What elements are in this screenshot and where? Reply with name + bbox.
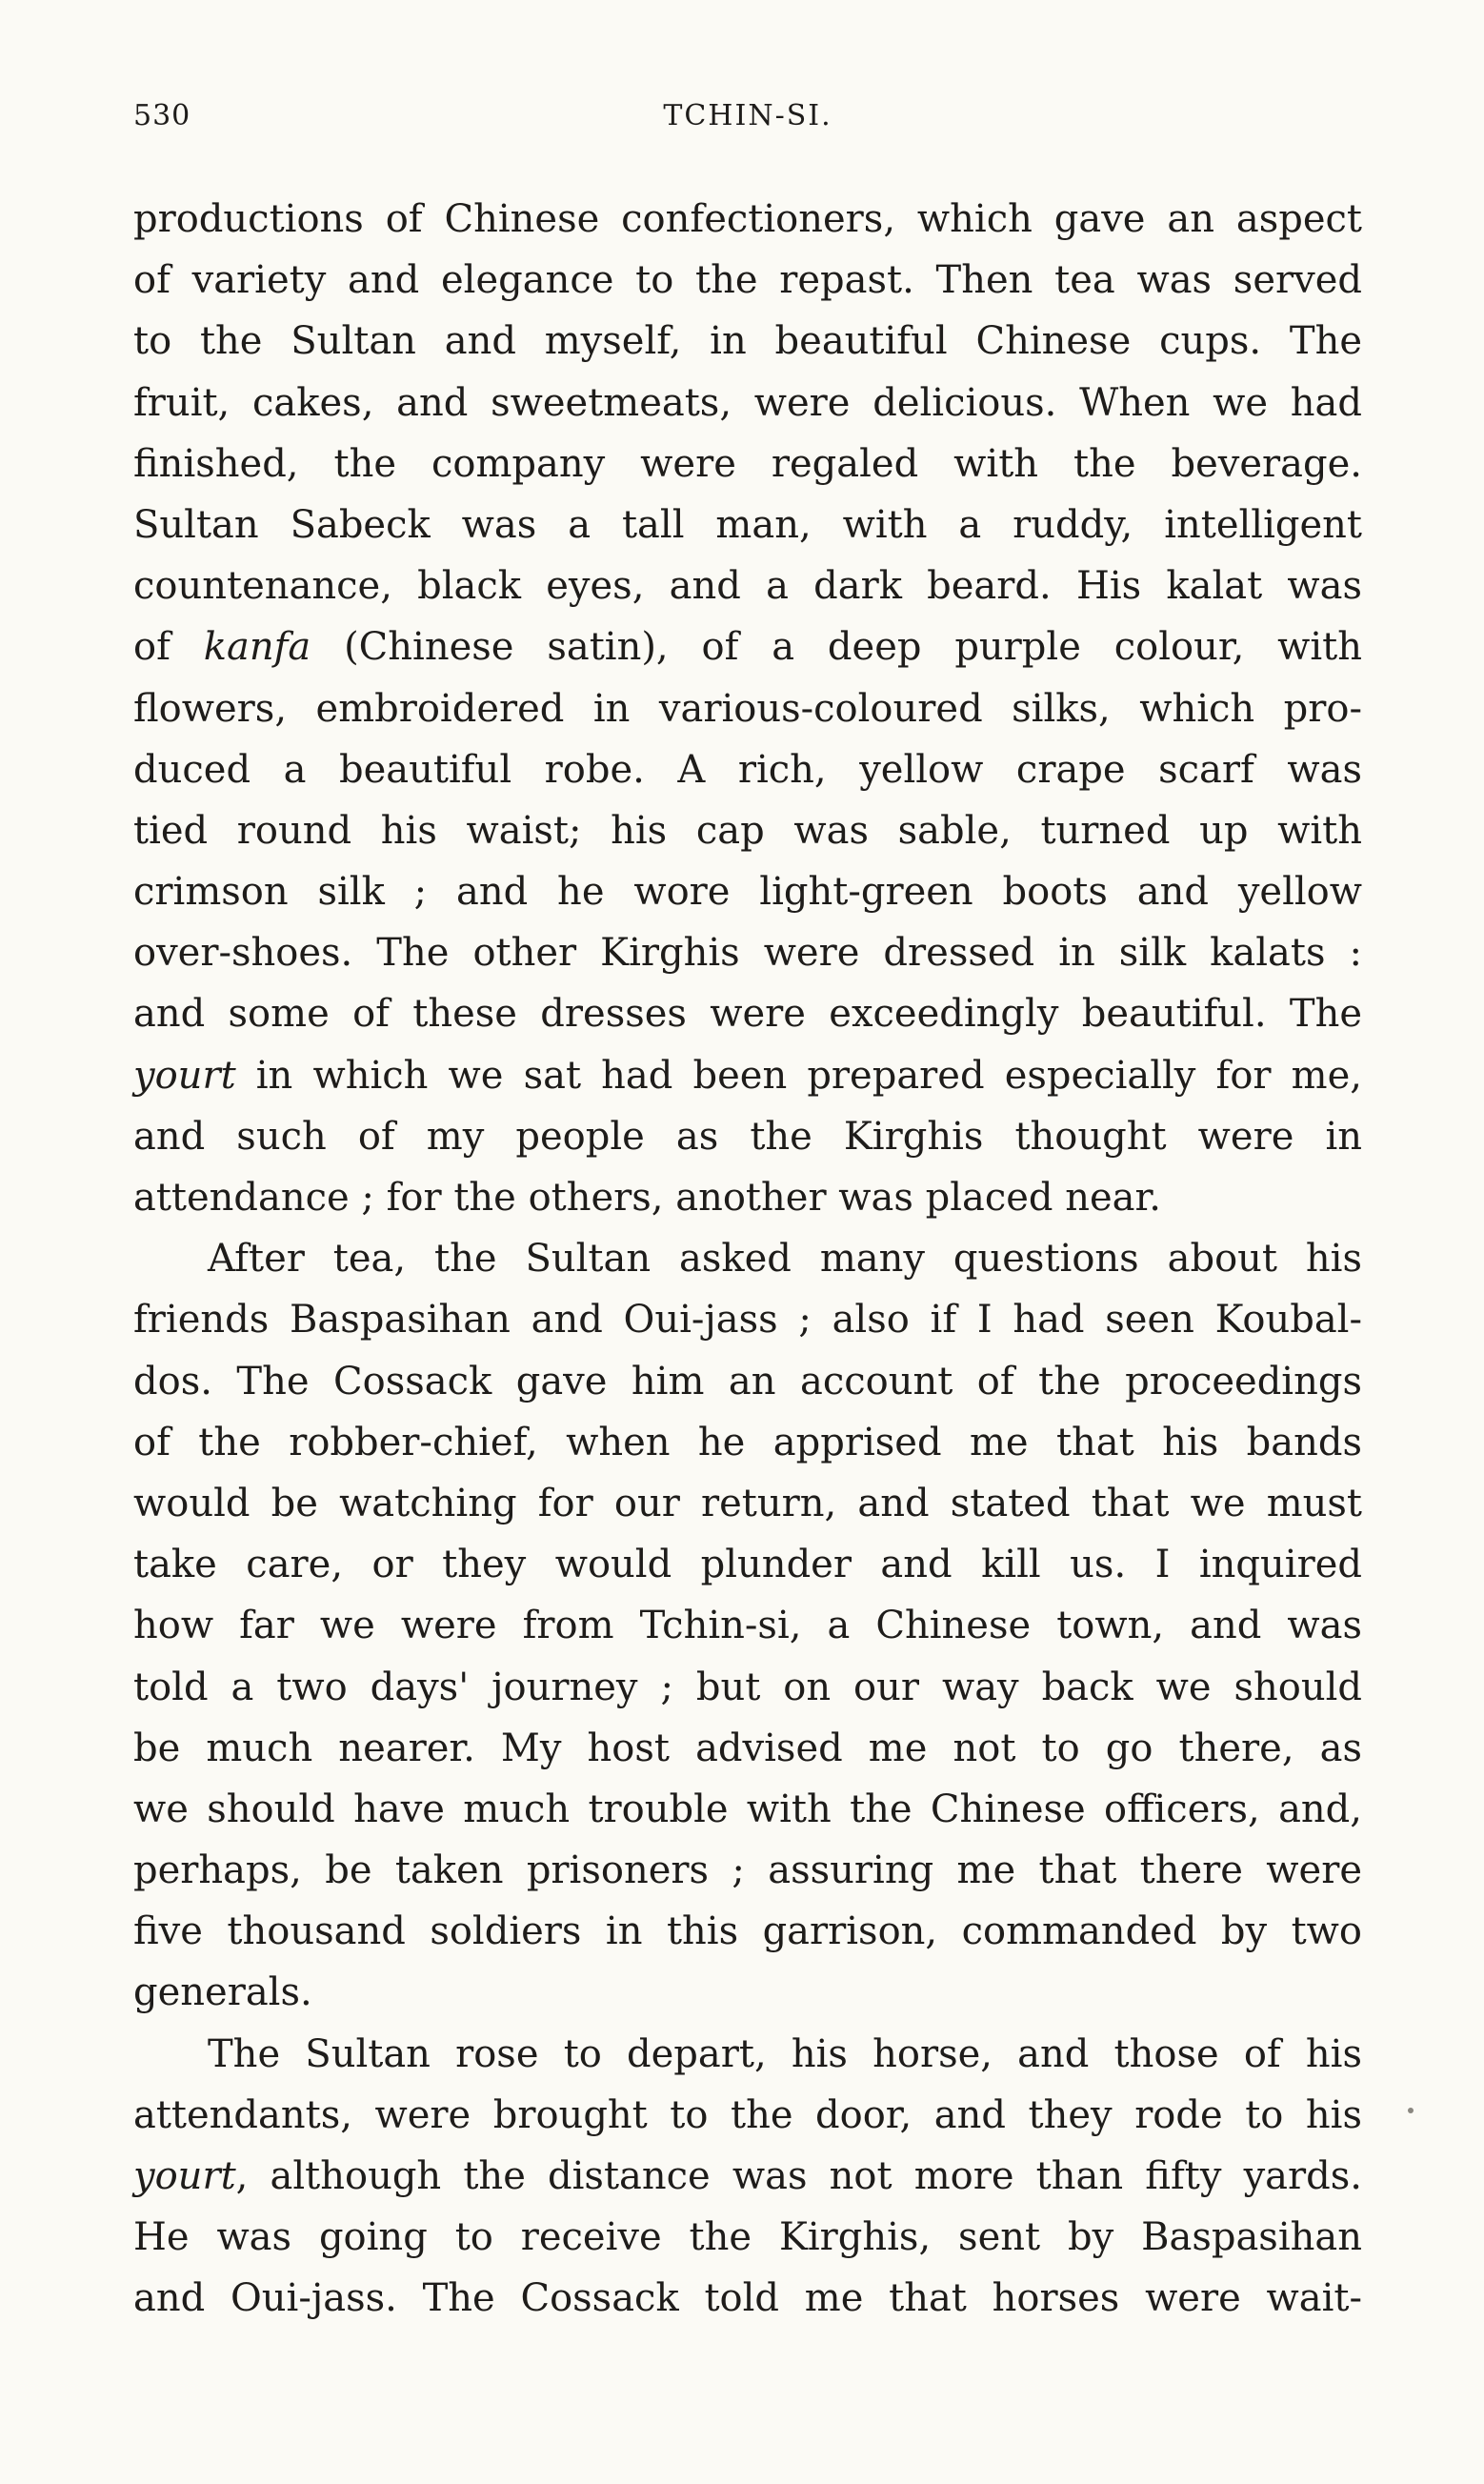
text-line [133, 1045, 1362, 1106]
text-run: of [133, 625, 204, 670]
text-line: Sultan Sabeck was a tall man, with a ruddy, intelligent [133, 502, 1362, 547]
text-line: He was going to receive the Kirghis, sent by Baspasihan [133, 2215, 1362, 2260]
text-line: productions of Chinese confectioners, which gave an aspect [133, 197, 1362, 241]
text-line [133, 2146, 1362, 2207]
text-run: , although the distance was not more than fifty yards. [235, 2154, 1362, 2198]
text-line: dos. The Cossack gave him an account of the proceedings [133, 1359, 1362, 1404]
text-line: countenance, black eyes, and a dark beard. His kalat was [133, 564, 1362, 609]
margin-dot-mark [1408, 2108, 1414, 2113]
text-line: five thousand soldiers in this garrison, commanded by two [133, 1909, 1362, 1954]
text-line: friends Baspasihan and Oui-jass ; also if I had seen Koubal- [133, 1298, 1362, 1343]
text-line: generals. [133, 1970, 312, 2015]
paragraph-start-line: The Sultan rose to depart, his horse, and those of his [208, 2031, 1362, 2076]
text-line: duced a beautiful robe. A rich, yellow crape scarf was [133, 747, 1362, 792]
italic-word: yourt [133, 2154, 236, 2198]
body-text [133, 189, 1362, 2330]
text-line: be much nearer. My host advised me not to go there, as [133, 1726, 1362, 1770]
page-number: 530 [133, 99, 191, 132]
italic-word: yourt [133, 1053, 236, 1098]
paragraph-start-line: After tea, the Sultan asked many questions about his [208, 1237, 1362, 1282]
text-line [133, 616, 1362, 677]
text-run: (Chinese satin), of a deep purple colour, with [311, 625, 1362, 670]
text-line: attendance ; for the others, another was placed near. [133, 1176, 1161, 1220]
text-line: and such of my people as the Kirghis thought were in [133, 1114, 1362, 1159]
text-line: crimson silk ; and he wore light-green boots and yellow [133, 870, 1362, 915]
text-line: told a two days' journey ; but on our way back we should [133, 1665, 1362, 1709]
text-line: over-shoes. The other Kirghis were dressed in silk kalats : [133, 931, 1362, 976]
text-line: to the Sultan and myself, in beautiful Chinese cups. The [133, 319, 1362, 364]
text-line: of variety and elegance to the repast. Then tea was served [133, 258, 1362, 303]
running-title: TCHIN-SI. [663, 99, 832, 132]
text-line: and Oui-jass. The Cossack told me that horses were wait- [133, 2276, 1362, 2321]
text-line: perhaps, be taken prisoners ; assuring me that there were [133, 1848, 1362, 1893]
text-line: of the robber-chief, when he apprised me that his bands [133, 1420, 1362, 1464]
text-line: tied round his waist; his cap was sable, turned up with [133, 808, 1362, 853]
text-line: and some of these dresses were exceedingly beautiful. The [133, 992, 1362, 1037]
text-line: we should have much trouble with the Chinese officers, and, [133, 1787, 1362, 1831]
italic-word: kanfa [203, 625, 311, 670]
text-line: take care, or they would plunder and kill us. I inquired [133, 1543, 1362, 1587]
text-line: would be watching for our return, and stated that we must [133, 1481, 1362, 1525]
text-line: how far we were from Tchin-si, a Chinese town, and was [133, 1604, 1362, 1648]
running-head [133, 99, 1362, 137]
text-line: fruit, cakes, and sweetmeats, were delicious. When we had [133, 380, 1362, 425]
text-line: finished, the company were regaled with the beverage. [133, 441, 1362, 486]
text-run: in which we sat had been prepared especially for me, [235, 1053, 1362, 1098]
text-line: flowers, embroidered in various-coloured silks, which pro- [133, 686, 1362, 731]
text-line: attendants, were brought to the door, and they rode to his [133, 2092, 1362, 2137]
